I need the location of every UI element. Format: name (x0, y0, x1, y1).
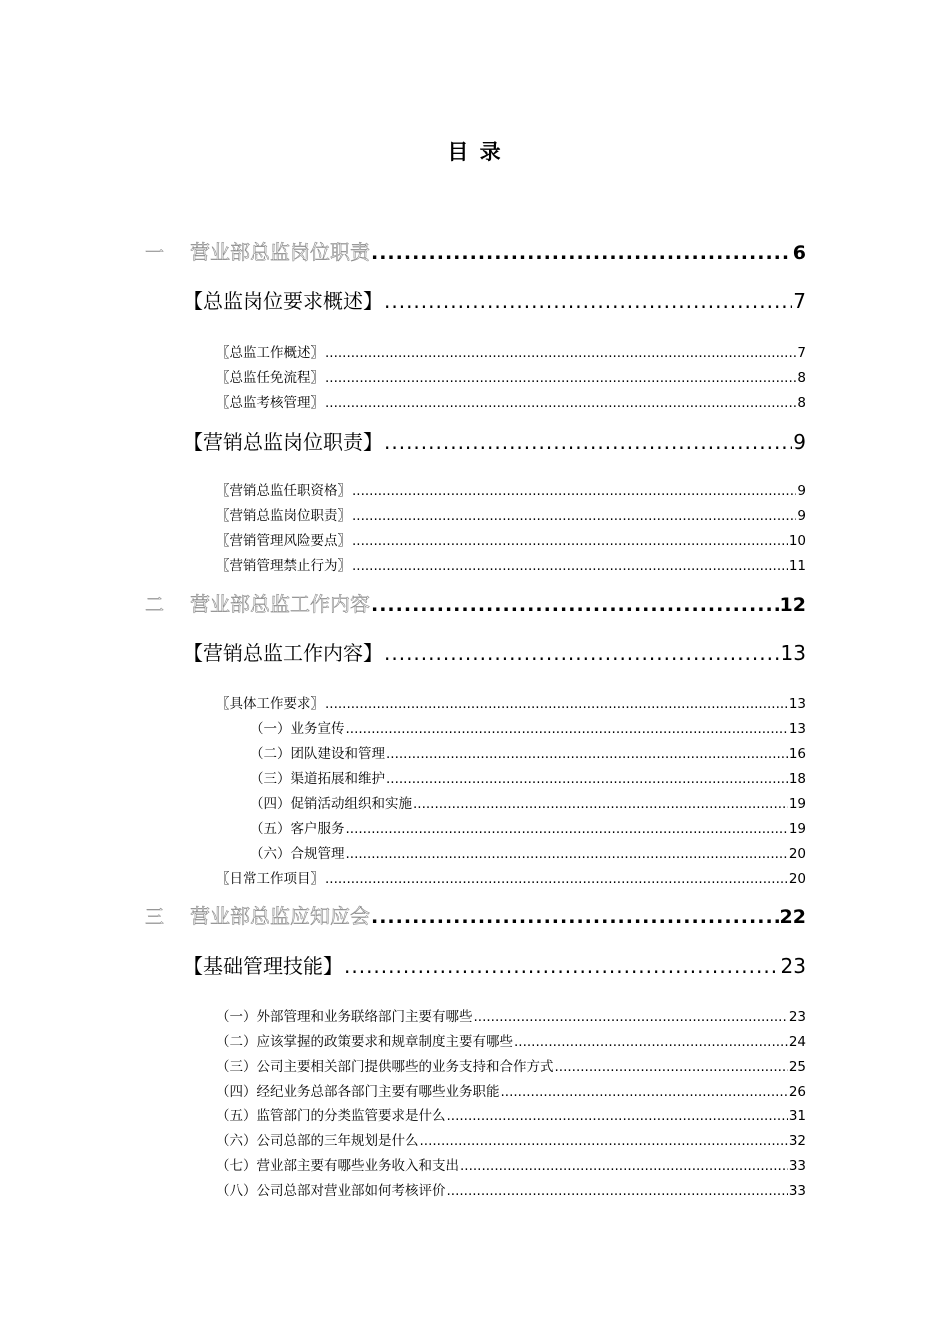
toc-entry-level-3[interactable] (216, 391, 806, 411)
toc-entry-label: （四）促销活动组织和实施 (250, 796, 412, 812)
toc-entry-label: 〖总监任免流程〗 (216, 370, 324, 386)
dot-leader (325, 696, 788, 712)
dot-leader (371, 242, 792, 264)
toc-entry-label: （二）团队建设和管理 (250, 746, 385, 762)
toc-entry-level-2[interactable] (183, 950, 806, 979)
toc-entry-page-number: 8 (797, 395, 806, 411)
toc-entry-label: （一）业务宣传 (250, 721, 345, 737)
toc-entry-page-number: 12 (779, 594, 806, 616)
toc-entry-level-3[interactable] (216, 867, 806, 887)
toc-entry-page-number: 33 (788, 1158, 806, 1174)
toc-entry-label: 〖总监考核管理〗 (216, 395, 324, 411)
dot-leader (344, 954, 780, 978)
toc-entry-level-3[interactable] (216, 504, 806, 524)
toc-entry-page-number: 20 (788, 871, 806, 887)
toc-entry-page-number: 33 (788, 1183, 806, 1199)
toc-entry-label: 【基础管理技能】 (183, 954, 343, 978)
toc-entry-page-number: 9 (793, 430, 806, 454)
dot-leader (384, 289, 792, 313)
toc-entry-page-number: 7 (797, 345, 806, 361)
toc-entry-level-3[interactable] (216, 529, 806, 549)
dot-leader (447, 1108, 788, 1124)
toc-entry-label: （五）客户服务 (250, 821, 345, 837)
toc-entry-page-number: 13 (788, 696, 806, 712)
toc-entry-label: （三）公司主要相关部门提供哪些的业务支持和合作方式 (216, 1059, 554, 1075)
toc-entry-page-number: 9 (797, 483, 806, 499)
dot-leader (386, 771, 788, 787)
toc-entry-label: （三）渠道拓展和维护 (250, 771, 385, 787)
toc-entry-label: 【营销总监岗位职责】 (183, 430, 383, 454)
toc-entry-level-3[interactable] (216, 554, 806, 574)
toc-entry-page-number: 18 (788, 771, 806, 787)
dot-leader (474, 1009, 788, 1025)
toc-entry-label: 〖营销总监岗位职责〗 (216, 508, 351, 524)
toc-entry-page-number: 23 (780, 954, 806, 978)
dot-leader (514, 1034, 788, 1050)
toc-entry-level-2[interactable] (183, 285, 806, 314)
toc-entry-label: （六）公司总部的三年规划是什么 (216, 1133, 419, 1149)
toc-entry-page-number: 10 (788, 533, 806, 549)
toc-entry-number: 一 (145, 242, 165, 264)
toc-entry-level-4[interactable] (250, 717, 806, 737)
dot-leader (325, 345, 796, 361)
toc-entry-page-number: 8 (797, 370, 806, 386)
toc-entry-page-number: 16 (788, 746, 806, 762)
toc-entry-level-3[interactable] (216, 1030, 806, 1050)
toc-entry-number: 二 (145, 594, 165, 616)
toc-entry-page-number: 11 (788, 558, 806, 574)
dot-leader (325, 871, 788, 887)
toc-entry-label: 【总监岗位要求概述】 (183, 289, 383, 313)
toc-entry-label: 营业部总监应知应会 (190, 904, 370, 928)
dot-leader (325, 370, 796, 386)
dot-leader (325, 395, 796, 411)
toc-entry-label: 营业部总监岗位职责 (190, 240, 370, 264)
dot-leader (371, 906, 779, 928)
toc-entry-page-number: 23 (788, 1009, 806, 1025)
toc-entry-level-3[interactable] (216, 1179, 806, 1199)
dot-leader (371, 594, 779, 616)
toc-entry-number: 三 (145, 906, 165, 928)
toc-entry-level-4[interactable] (250, 792, 806, 812)
dot-leader (420, 1133, 788, 1149)
toc-entry-level-4[interactable] (250, 817, 806, 837)
toc-entry-level-2[interactable] (183, 426, 806, 455)
toc-entry-level-4[interactable] (250, 767, 806, 787)
toc-entry-label: 〖总监工作概述〗 (216, 345, 324, 361)
toc-entry-label: （一）外部管理和业务联络部门主要有哪些 (216, 1009, 473, 1025)
dot-leader (352, 533, 788, 549)
toc-entry-label: 营业部总监工作内容 (190, 592, 370, 616)
toc-entry-label: （六）合规管理 (250, 846, 345, 862)
toc-entry-level-2[interactable] (183, 637, 806, 666)
dot-leader (352, 483, 796, 499)
toc-entry-page-number: 6 (792, 242, 806, 264)
toc-entry-page-number: 9 (797, 508, 806, 524)
toc-entry-level-3[interactable] (216, 1154, 806, 1174)
toc-entry-label: 〖日常工作项目〗 (216, 871, 324, 887)
toc-entry-page-number: 25 (788, 1059, 806, 1075)
toc-entry-label: （四）经纪业务总部各部门主要有哪些业务职能 (216, 1084, 500, 1100)
dot-leader (346, 821, 788, 837)
toc-entry-level-4[interactable] (250, 842, 806, 862)
toc-entry-level-1[interactable] (145, 236, 806, 265)
toc-entry-level-4[interactable] (250, 742, 806, 762)
toc-entry-label: （八）公司总部对营业部如何考核评价 (216, 1183, 446, 1199)
toc-entry-label: （二）应该掌握的政策要求和规章制度主要有哪些 (216, 1034, 513, 1050)
dot-leader (447, 1183, 788, 1199)
dot-leader (413, 796, 788, 812)
toc-entry-label: 〖营销管理风险要点〗 (216, 533, 351, 549)
toc-title: 目 录 (447, 139, 503, 164)
dot-leader (352, 508, 796, 524)
toc-entry-level-3[interactable] (216, 479, 806, 499)
toc-entry-level-3[interactable] (216, 1055, 806, 1075)
dot-leader (346, 846, 788, 862)
dot-leader (352, 558, 788, 574)
toc-entry-label: 【营销总监工作内容】 (183, 641, 383, 665)
toc-entry-level-1[interactable] (145, 588, 806, 617)
dot-leader (346, 721, 788, 737)
toc-entry-page-number: 7 (793, 289, 806, 313)
toc-entry-page-number: 19 (788, 796, 806, 812)
dot-leader (384, 641, 780, 665)
toc-entry-level-3[interactable] (216, 1005, 806, 1025)
toc-entry-page-number: 24 (788, 1034, 806, 1050)
toc-entry-label: 〖营销管理禁止行为〗 (216, 558, 351, 574)
toc-entry-page-number: 32 (788, 1133, 806, 1149)
toc-entry-page-number: 22 (779, 906, 806, 928)
toc-entry-page-number: 31 (788, 1108, 806, 1124)
toc-entry-level-3[interactable] (216, 366, 806, 386)
toc-entry-level-3[interactable] (216, 1104, 806, 1124)
toc-entry-level-1[interactable] (145, 900, 806, 929)
toc-entry-label: 〖具体工作要求〗 (216, 696, 324, 712)
dot-leader (555, 1059, 788, 1075)
toc-entry-page-number: 20 (788, 846, 806, 862)
toc-entry-label: （五）监管部门的分类监管要求是什么 (216, 1108, 446, 1124)
toc-entry-level-3[interactable] (216, 1080, 806, 1100)
toc-entry-label: 〖营销总监任职资格〗 (216, 483, 351, 499)
toc-entry-label: （七）营业部主要有哪些业务收入和支出 (216, 1158, 459, 1174)
dot-leader (501, 1084, 788, 1100)
dot-leader (460, 1158, 788, 1174)
dot-leader (384, 430, 792, 454)
toc-entry-level-3[interactable] (216, 1129, 806, 1149)
dot-leader (386, 746, 788, 762)
toc-entry-level-3[interactable] (216, 692, 806, 712)
toc-entry-page-number: 19 (788, 821, 806, 837)
toc-entry-level-3[interactable] (216, 341, 806, 361)
toc-entry-page-number: 13 (788, 721, 806, 737)
toc-entry-page-number: 26 (788, 1084, 806, 1100)
toc-entry-page-number: 13 (780, 641, 806, 665)
